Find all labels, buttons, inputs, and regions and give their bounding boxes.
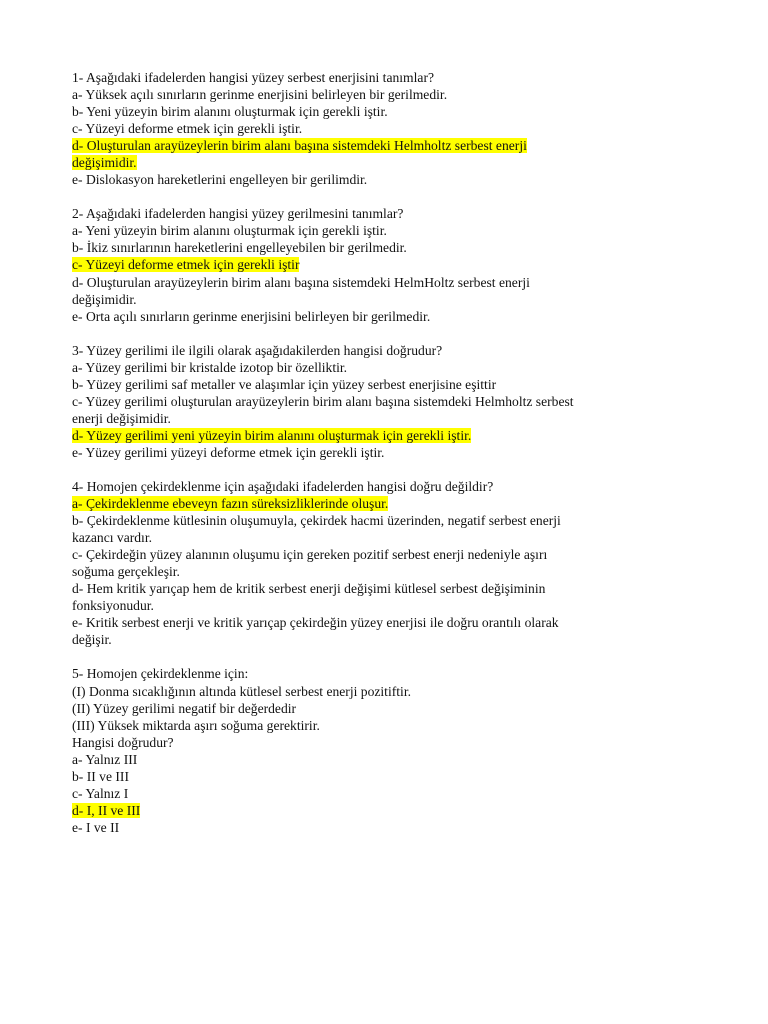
answer-option-correct [72, 256, 692, 273]
answer-option-correct [72, 802, 692, 819]
answer-option: b- Yüzey gerilimi saf metaller ve alaşımlar için yüzey serbest enerjisine eşittir [72, 376, 497, 392]
question-line: 3- Yüzey gerilimi ile ilgili olarak aşağıdakilerden hangisi doğrudur? [72, 342, 443, 358]
highlighted-text: değişimidir. [72, 155, 137, 171]
answer-option-correct [72, 137, 692, 154]
answer-option: c- Yüzey gerilimi oluşturulan arayüzeylerin birim alanı başına sistemdeki Helmholtz serbest [72, 393, 574, 409]
answer-option: değişimidir. [72, 291, 137, 307]
statement-line: (I) Donma sıcaklığının altında kütlesel serbest enerji pozitiftir. [72, 683, 411, 699]
answer-option: e- Kritik serbest enerji ve kritik yarıçap çekirdeğin yüzey enerjisi ile doğru orantılı olarak [72, 615, 559, 631]
question-5 [72, 665, 692, 835]
question-prompt: Hangisi doğrudur? [72, 734, 174, 750]
document-page [72, 69, 692, 853]
answer-option: b- İkiz sınırlarının hareketlerini engelleyebilen bir gerilmedir. [72, 240, 407, 256]
answer-option: enerji değişimidir. [72, 410, 171, 426]
answer-option: e- Yüzey gerilimi yüzeyi deforme etmek için gerekli iştir. [72, 444, 385, 460]
answer-option-correct [72, 154, 692, 171]
answer-option: e- I ve II [72, 819, 120, 835]
answer-option: d- Oluşturulan arayüzeylerin birim alanı başına sistemdeki HelmHoltz serbest enerji [72, 274, 530, 290]
answer-option: c- Yüzeyi deforme etmek için gerekli iştir. [72, 121, 303, 137]
highlighted-text: d- Oluşturulan arayüzeylerin birim alanı başına sistemdeki Helmholtz serbest enerji [72, 138, 527, 154]
answer-option: b- Yeni yüzeyin birim alanını oluşturmak için gerekli iştir. [72, 104, 388, 120]
answer-option: c- Çekirdeğin yüzey alanının oluşumu için gereken pozitif serbest enerji nedeniyle aşırı [72, 547, 548, 563]
answer-option-correct [72, 427, 692, 444]
statement-line: (II) Yüzey gerilimi negatif bir değerdedir [72, 700, 297, 716]
highlighted-text: c- Yüzeyi deforme etmek için gerekli iştir [72, 257, 300, 273]
question-3 [72, 342, 692, 461]
highlighted-text: d- Yüzey gerilimi yeni yüzeyin birim alanını oluşturmak için gerekli iştir. [72, 427, 472, 443]
answer-option: d- Hem kritik yarıçap hem de kritik serbest enerji değişimi kütlesel serbest değişiminin [72, 581, 546, 597]
statement-line: (III) Yüksek miktarda aşırı soğuma gerektirir. [72, 717, 320, 733]
answer-option: kazancı vardır. [72, 530, 153, 546]
answer-option: e- Orta açılı sınırların gerinme enerjisini belirleyen bir gerilmedir. [72, 308, 431, 324]
question-1 [72, 69, 692, 188]
highlighted-text: d- I, II ve III [72, 802, 141, 818]
answer-option: soğuma gerçekleşir. [72, 564, 180, 580]
question-line: 4- Homojen çekirdeklenme için aşağıdaki ifadelerden hangisi doğru değildir? [72, 478, 494, 494]
answer-option-correct [72, 495, 692, 512]
answer-option: a- Yalnız III [72, 751, 138, 767]
answer-option: değişir. [72, 632, 112, 648]
question-line: 1- Aşağıdaki ifadelerden hangisi yüzey serbest enerjisini tanımlar? [72, 70, 434, 85]
highlighted-text: a- Çekirdeklenme ebeveyn fazın süreksizliklerinde oluşur. [72, 496, 389, 512]
question-line: 2- Aşağıdaki ifadelerden hangisi yüzey gerilmesini tanımlar? [72, 206, 404, 222]
answer-option: fonksiyonudur. [72, 598, 154, 614]
answer-option: b- II ve III [72, 768, 129, 784]
answer-option: e- Dislokasyon hareketlerini engelleyen bir gerilimdir. [72, 172, 368, 188]
question-line: 5- Homojen çekirdeklenme için: [72, 666, 249, 682]
answer-option: c- Yalnız I [72, 785, 129, 801]
answer-option: a- Yüzey gerilimi bir kristalde izotop bir özelliktir. [72, 359, 348, 375]
question-2 [72, 205, 692, 324]
answer-option: a- Yeni yüzeyin birim alanını oluşturmak için gerekli iştir. [72, 223, 387, 239]
answer-option: b- Çekirdeklenme kütlesinin oluşumuyla, çekirdek hacmi üzerinden, negatif serbest enerji [72, 513, 561, 529]
question-4 [72, 478, 692, 648]
answer-option: a- Yüksek açılı sınırların gerinme enerjisini belirleyen bir gerilmedir. [72, 87, 448, 103]
